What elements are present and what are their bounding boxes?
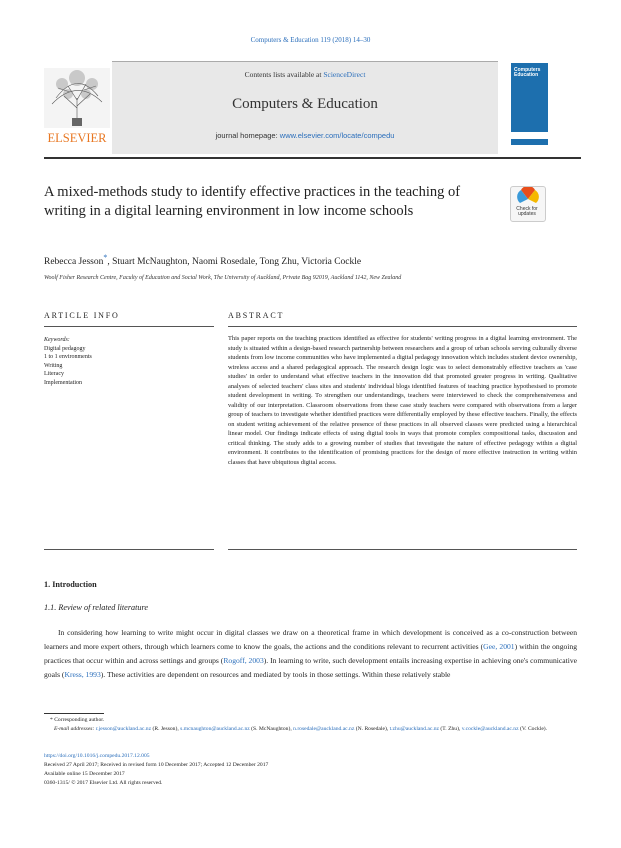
journal-title: Computers & Education <box>232 96 378 112</box>
article-info-divider-bottom <box>44 549 214 550</box>
journal-reference[interactable]: Computers & Education 119 (2018) 14–30 <box>250 36 371 44</box>
keyword-item: 1 to 1 environments <box>44 354 92 361</box>
citation-link[interactable]: Gee, 2001 <box>483 642 515 651</box>
available-online-date: Available online 15 December 2017 <box>44 771 125 777</box>
subsection-heading: 1.1. Review of related literature <box>44 603 148 612</box>
contents-line <box>112 70 498 79</box>
author-list <box>44 253 361 267</box>
homepage-prefix: journal homepage: <box>215 131 280 140</box>
email-owner: (N. Rosedale), <box>354 726 390 732</box>
contents-prefix: Contents lists available at <box>244 70 324 79</box>
journal-cover-band <box>511 132 548 139</box>
corresponding-author-marker[interactable]: * <box>103 253 108 262</box>
email-owner: (V. Cockle). <box>518 726 548 732</box>
keyword-item: Implementation <box>44 379 82 386</box>
crossmark-label-line-2: updates <box>518 211 536 217</box>
article-info-divider <box>44 326 214 327</box>
email-owner: (S. McNaughton), <box>249 726 294 732</box>
introduction-paragraph <box>44 626 577 682</box>
keyword-item: Writing <box>44 362 63 369</box>
footnotes <box>44 716 584 734</box>
doi-link[interactable]: https://doi.org/10.1016/j.compedu.2017.12.005 <box>44 753 150 759</box>
abstract-heading: ABSTRACT <box>228 311 285 320</box>
email-owner: (T. Zhu), <box>439 726 462 732</box>
email-link[interactable]: n.rosedale@auckland.ac.nz <box>293 726 355 732</box>
article-info-heading: ARTICLE INFO <box>44 311 120 320</box>
elsevier-wordmark: ELSEVIER <box>47 131 107 145</box>
homepage-link[interactable]: www.elsevier.com/locate/compedu <box>279 131 395 140</box>
crossmark-label-line-1: Check for <box>516 206 538 212</box>
email-link[interactable]: t.zhu@auckland.ac.nz <box>389 726 440 732</box>
crossmark-label <box>509 207 545 217</box>
keyword-item: Digital pedagogy <box>44 345 86 352</box>
email-link[interactable]: s.mcnaughton@auckland.ac.nz <box>180 726 250 732</box>
author-affiliation: Woolf Fisher Research Centre, Faculty of Education and Social Work, The University of Auckland, Private Bag 92019, Auckland 1142, New Zealand <box>44 275 402 281</box>
email-link[interactable]: r.jesson@auckland.ac.nz <box>95 726 152 732</box>
article-title: A mixed-methods study to identify effective practices in the teaching of writing in a digital learning environment in low income schools <box>44 184 461 219</box>
header-divider-bottom <box>44 157 581 159</box>
intro-text-part: ) within the ongoing practices that occur within and across settings and groups ( <box>44 642 577 665</box>
keywords-label: Keywords: <box>44 337 70 343</box>
intro-text-part: In considering how learning to write might occur in digital classes we draw on a theoretical frame in which development is conceived as a co-construction between learners and more expert others, through which learners come to know the goals, the actions and the conditions relevant to recurrent activities ( <box>44 628 577 651</box>
cover-title-line-1: Computers <box>514 67 541 73</box>
coauthor-names: , Stuart McNaughton, Naomi Rosedale, Tong Zhu, Victoria Cockle <box>107 257 362 268</box>
received-dates: Received 27 April 2017; Received in revised form 10 December 2017; Accepted 12 December 2017 <box>44 762 269 768</box>
email-link[interactable]: v.cockle@auckland.ac.nz <box>461 726 519 732</box>
section-heading-introduction: 1. Introduction <box>44 580 97 589</box>
crossmark-icon <box>511 187 545 207</box>
keywords-block <box>44 336 92 388</box>
corresponding-author-name: Rebecca Jesson <box>44 257 104 268</box>
email-addresses <box>44 725 584 734</box>
cover-title-line-2: Education <box>514 72 539 78</box>
email-label: E-mail addresses: <box>54 726 95 732</box>
intro-text-part: ). These activities are dependent on resources and mediated by tools in those settings. Within these relatively stable <box>100 670 451 679</box>
sciencedirect-link[interactable]: ScienceDirect <box>323 70 366 79</box>
abstract-text: This paper reports on the teaching practices identified as effective for students' writing progress in a digital learning environment. The study is situated within a design-based research partnership between researchers and a group of urban schools serving culturally diverse students from low income communities who have implemented a digital pedagogy innovation which includes student device ownership, wireless access and a shared pedagogical approach. The research design logic was to select demonstrably effective teachers as 'case studies' in order to understand what effective teachers in the innovation did that promoted greater progress in writing. Qualitative analyses of selected teachers' class sites and students' individual blogs identified features of teaching practice hypothesised to promote student development in writing. To strengthen our understandings, teachers were interviewed to check the comprehensiveness and validity of our interpretation. Classroom observations from these case study teachers were compared with observations from a larger group of teachers to investigate whether identified practices were differentially employed by these effective teachers. Finally, the effects on student writing achievement of the relative presence of these practices in all observed classes were predicted using a hierarchical linear model. Our findings indicate effects of using digital tools in ways that promote complex compositional tasks, discussion and critical thinking. The study adds to a growing number of studies that investigate the nature of effective pedagogy within a digital environment. It contributes to the identification of promising practices for the design of more effective instruction in writing within classes that have ubiquitous digital access. <box>228 335 577 466</box>
copyright-notice: 0360-1315/ © 2017 Elsevier Ltd. All rights reserved. <box>44 780 163 786</box>
publication-info <box>44 752 584 788</box>
citation-link[interactable]: Kress, 1993 <box>64 670 101 679</box>
journal-homepage-line <box>112 131 498 140</box>
intro-text-part: ). In learning to write, such development entails increasing expertise in achieving one's communicative goals ( <box>44 656 577 679</box>
journal-cover-title <box>514 68 546 78</box>
footnote-divider <box>44 713 104 714</box>
abstract-divider-top <box>228 326 577 327</box>
email-owner: (R. Jesson), <box>151 726 181 732</box>
corresponding-author-note: * Corresponding author. <box>50 717 105 723</box>
abstract-divider-bottom <box>228 549 577 550</box>
citation-link[interactable]: Rogoff, 2003 <box>223 656 264 665</box>
keyword-item: Literacy <box>44 371 64 378</box>
elsevier-tree-icon <box>44 68 110 146</box>
elsevier-logo <box>44 68 110 146</box>
